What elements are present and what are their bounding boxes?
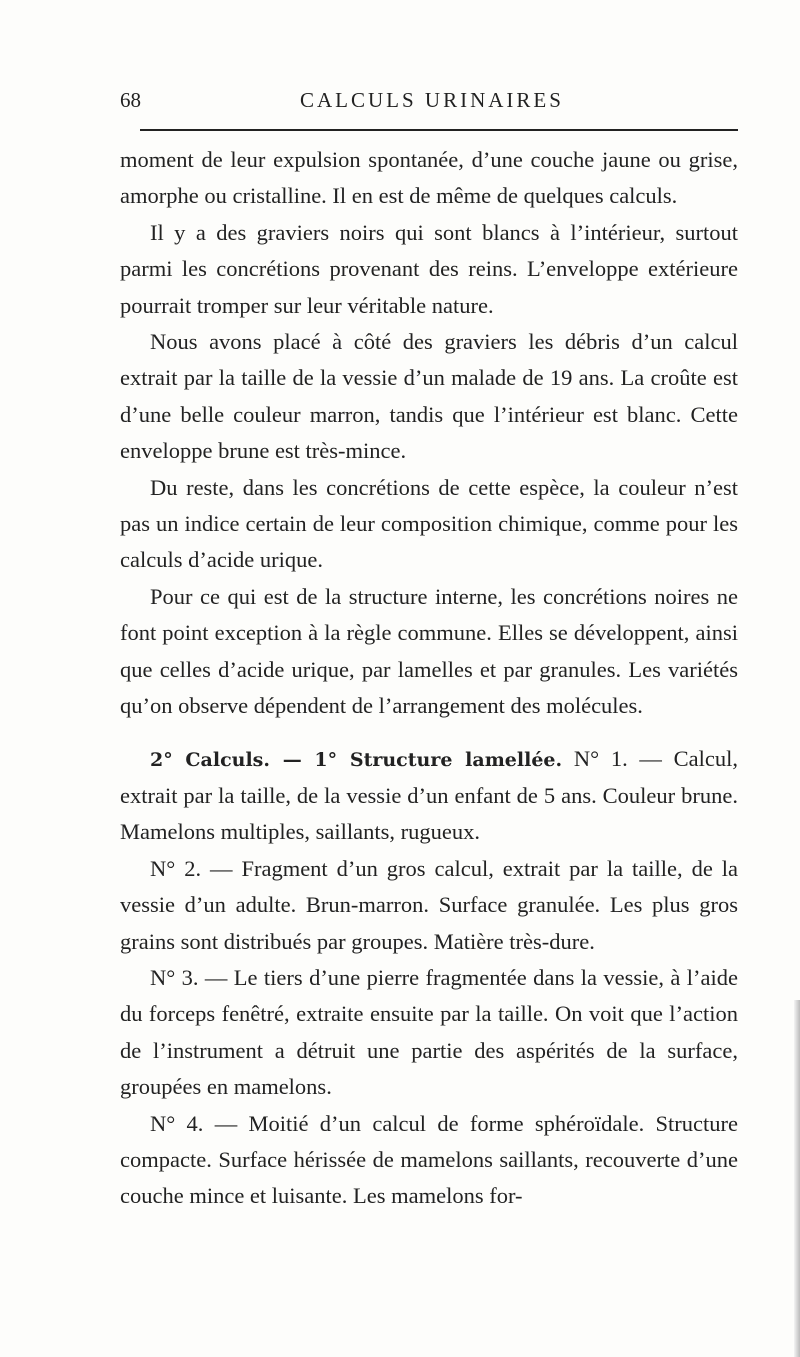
- item-3: N° 3. — Le tiers d’une pierre fragmentée dans la vessie, à l’aide du forceps fenêtré, extraite ensuite par la taille. On voit que l’action de l’instrument a détruit une partie des aspérités de la surface, groupées en mamelons.: [120, 964, 738, 1100]
- paragraph-3: Nous avons placé à côté des graviers les débris d’un calcul extrait par la taille de la vessie d’un malade de 19 ans. La croûte est d’une belle couleur marron, tandis que l’intérieur est blanc. Cette enveloppe brune est très-mince.: [120, 329, 738, 464]
- paragraph-1: moment de leur expulsion spontanée, d’une couche jaune ou grise, amorphe ou cristalline. Il en est de même de quelques calculs.: [120, 147, 738, 209]
- section-heading: 2° Calculs. — 1° Structure lamellée.: [150, 748, 563, 771]
- item-4: N° 4. — Moitié d’un calcul de forme sphéroïdale. Structure compacte. Surface hérissée de mamelons saillants, recouverte d’une couche mince et luisante. Les mamelons for-: [120, 1110, 738, 1209]
- section-paragraph: [120, 741, 738, 851]
- body-text: [120, 142, 738, 1215]
- page-header: [120, 88, 740, 120]
- header-rule: [140, 129, 738, 131]
- page-edge-shadow: [794, 1000, 800, 1357]
- paragraph-4: Du reste, dans les concrétions de cette espèce, la couleur n’est pas un indice certain de leur composition chimique, comme pour les calculs d’acide urique.: [120, 474, 738, 573]
- running-title: CALCULS URINAIRES: [300, 88, 564, 112]
- paragraph-5: Pour ce qui est de la structure interne, les concrétions noires ne font point exception à la règle commune. Elles se développent, ainsi que celles d’acide urique, par lamelles et par granules. Les variétés qu’on observe dépendent de l’arrangement des molécules.: [120, 583, 738, 719]
- page-number: 68: [120, 88, 141, 112]
- paragraph-2: Il y a des graviers noirs qui sont blancs à l’intérieur, surtout parmi les concrétions provenant des reins. L’enveloppe extérieure pourrait tromper sur leur véritable nature.: [120, 219, 738, 318]
- section-item-1: N° 1. — Calcul, extrait par la taille, de la vessie d’un enfant de 5 ans. Couleur brune. Mamelons multiples, saillants, rugueux.: [120, 745, 739, 845]
- item-2: N° 2. — Fragment d’un gros calcul, extrait par la taille, de la vessie d’un adulte. Brun-marron. Surface granulée. Les plus gros grains sont distribués par groupes. Matière très-dure.: [120, 855, 738, 954]
